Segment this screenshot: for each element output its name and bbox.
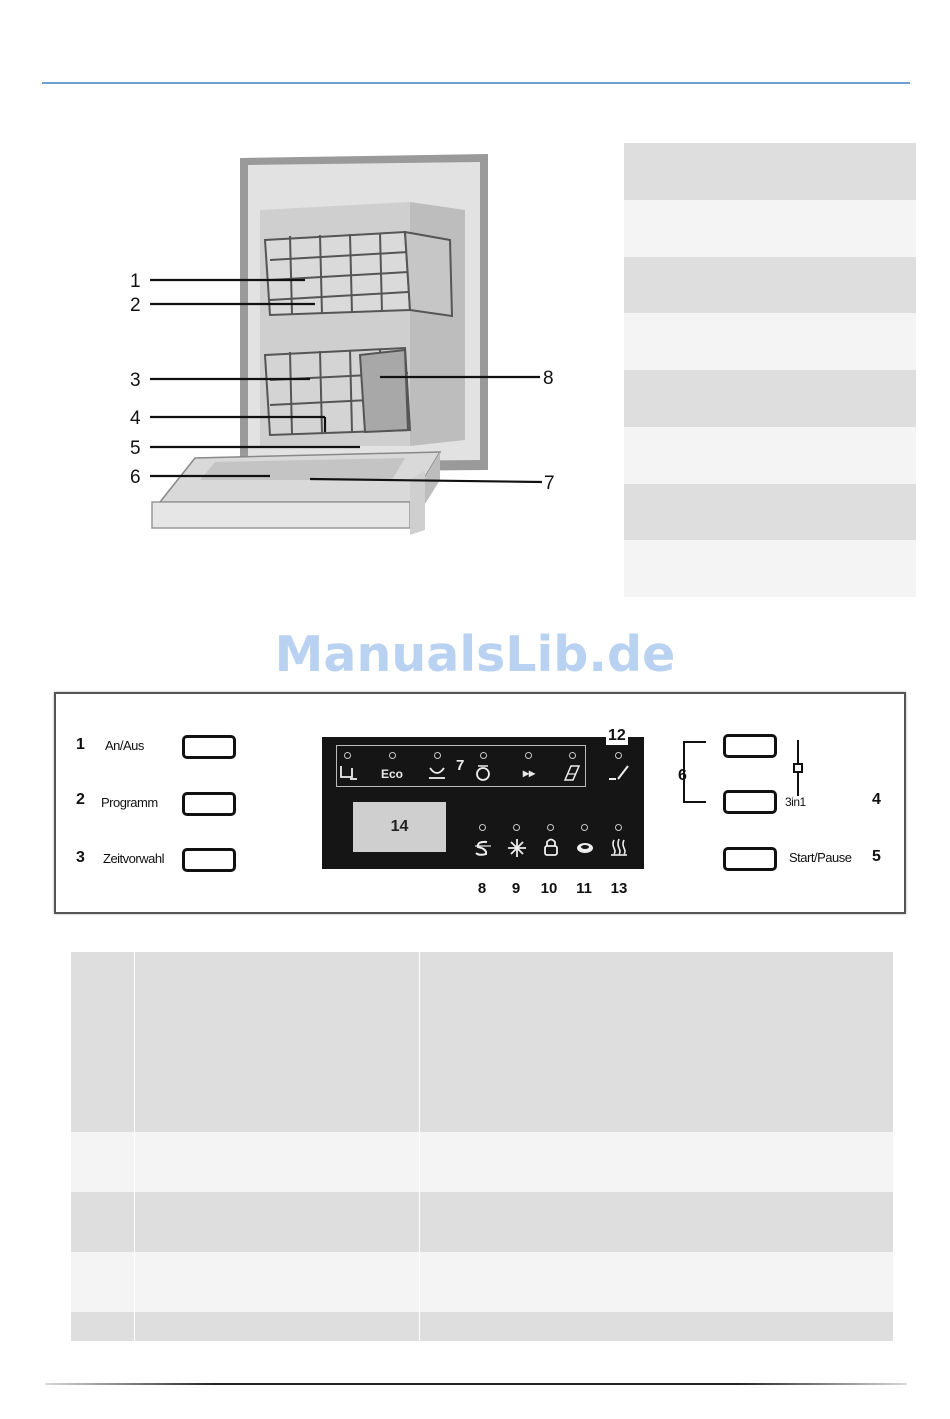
status-number-13: 13 bbox=[610, 880, 628, 897]
option-button-lower[interactable] bbox=[723, 790, 777, 814]
program-led bbox=[480, 752, 487, 759]
program-led bbox=[434, 752, 441, 759]
table-row bbox=[624, 484, 916, 541]
quick-program-icon: ▸▸ bbox=[522, 766, 536, 780]
callout-6: 6 bbox=[130, 467, 141, 488]
button-3-number: 3 bbox=[76, 849, 85, 866]
callout-5: 5 bbox=[130, 438, 141, 459]
start-pause-button[interactable] bbox=[723, 847, 777, 871]
program-led bbox=[344, 752, 351, 759]
status-number-11: 11 bbox=[576, 880, 592, 897]
program-led bbox=[615, 752, 622, 759]
3in1-label: 3in1 bbox=[785, 795, 806, 809]
selector-arrow-icon bbox=[788, 738, 808, 798]
lock-icon bbox=[540, 836, 562, 858]
start-pause-label: Start/Pause bbox=[789, 850, 852, 865]
callout-7: 7 bbox=[544, 473, 555, 494]
display-panel bbox=[322, 737, 644, 869]
cup-icon bbox=[426, 764, 448, 782]
callout-1: 1 bbox=[130, 271, 141, 292]
program-group-number: 7 bbox=[456, 757, 465, 774]
time-display bbox=[353, 802, 446, 852]
table-row bbox=[624, 540, 916, 597]
status-led bbox=[513, 824, 520, 831]
watermark: ManualsLib.de bbox=[274, 626, 676, 683]
callout-3: 3 bbox=[130, 370, 141, 391]
time-display-number: 14 bbox=[390, 818, 409, 835]
status-number-9: 9 bbox=[511, 880, 521, 897]
prerinse-icon bbox=[472, 763, 494, 783]
rinse-aid-refill-icon bbox=[506, 837, 528, 859]
callout-4: 4 bbox=[130, 408, 141, 429]
program-led bbox=[389, 752, 396, 759]
glass-program-icon bbox=[561, 763, 583, 783]
table-row bbox=[624, 313, 916, 370]
program-led bbox=[525, 752, 532, 759]
table-row bbox=[71, 1012, 893, 1132]
table-row bbox=[71, 1252, 893, 1312]
option-number-4: 4 bbox=[872, 791, 881, 808]
table-row bbox=[71, 1192, 893, 1252]
table-row bbox=[624, 370, 916, 427]
table-row bbox=[624, 200, 916, 257]
tablet-icon bbox=[574, 838, 596, 858]
table-row bbox=[624, 143, 916, 200]
top-rule bbox=[42, 82, 910, 84]
control-panel bbox=[54, 692, 906, 914]
button-1-number: 1 bbox=[76, 736, 85, 753]
program-label: Programm bbox=[101, 795, 158, 810]
start-number-5: 5 bbox=[872, 848, 881, 865]
program-led bbox=[569, 752, 576, 759]
delay-timer-button[interactable] bbox=[182, 848, 236, 872]
intensive-pot-icon bbox=[338, 763, 358, 781]
callout-8: 8 bbox=[543, 368, 554, 389]
option-group-number: 6 bbox=[678, 767, 687, 784]
status-led bbox=[547, 824, 554, 831]
salt-refill-icon bbox=[472, 838, 494, 858]
hygiene-steam-icon bbox=[608, 836, 630, 858]
status-led bbox=[615, 824, 622, 831]
button-2-number: 2 bbox=[76, 791, 85, 808]
legend-table-bottom bbox=[71, 952, 893, 1341]
bottom-rule bbox=[45, 1383, 907, 1385]
figure-callouts-right bbox=[543, 368, 555, 494]
legend-table-top bbox=[624, 143, 916, 597]
rinse-aid-icon bbox=[606, 762, 630, 782]
table-row bbox=[71, 1132, 893, 1192]
table-row bbox=[624, 257, 916, 314]
option-button-upper[interactable] bbox=[723, 734, 777, 758]
on-off-button[interactable] bbox=[182, 735, 236, 759]
status-led bbox=[581, 824, 588, 831]
indicator-12-number: 12 bbox=[608, 727, 626, 744]
status-led bbox=[479, 824, 486, 831]
program-button[interactable] bbox=[182, 792, 236, 816]
on-off-label: An/Aus bbox=[105, 738, 144, 753]
table-row bbox=[71, 952, 893, 1012]
table-row bbox=[71, 1312, 893, 1341]
eco-program-label: Eco bbox=[380, 767, 403, 781]
figure-callouts-left bbox=[130, 271, 141, 488]
delay-timer-label: Zeitvorwahl bbox=[103, 851, 164, 866]
table-row bbox=[624, 427, 916, 484]
status-number-10: 10 bbox=[540, 880, 558, 897]
status-number-8: 8 bbox=[477, 880, 487, 897]
callout-2: 2 bbox=[130, 295, 141, 316]
dishwasher-figure bbox=[120, 140, 580, 550]
